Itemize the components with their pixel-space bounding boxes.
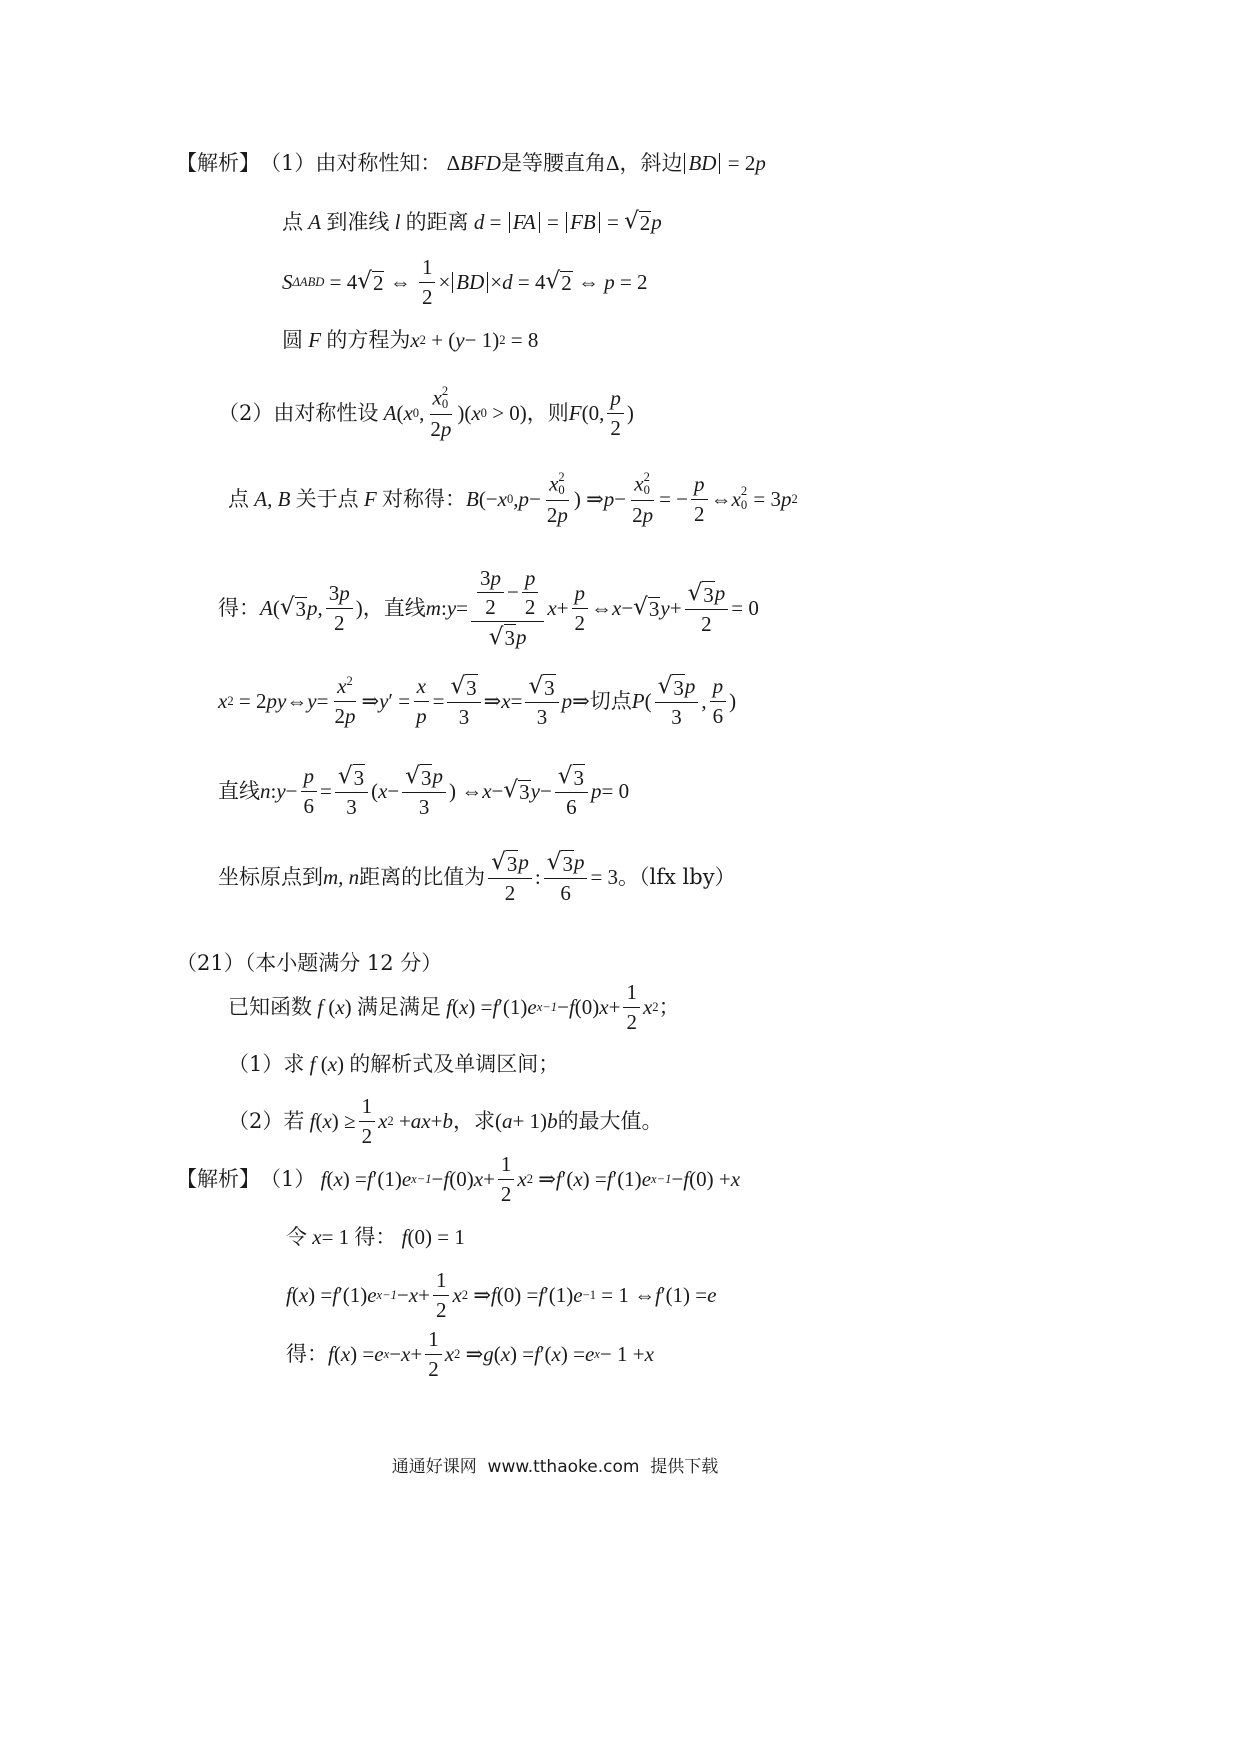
- sol1-line-6: 点 A, B 关于点 F 对称得： B (− x 0 , p − x 2 0 2p ) ⇒ p − x 2 0 2p = − $\frac{p}{2}$ ⇔ x 2 0 = 3 p 2: [228, 469, 798, 528]
- sol1-line-7: 得： A ( √ 3 p , $\frac{3p}{2}$ ) ，直线 m : y = $\frac{3p}{2}$ − $\frac{p}{2}$ √ 3 p x + $\frac{p}{2}$ ⇔ x − √ 3 y + √ 3 p 2 = 0: [218, 565, 759, 651]
- solution-label-2: 【解析】: [176, 1166, 260, 1191]
- sol1-l7-a: 得：: [218, 595, 260, 620]
- q21-part1: （1）求 f ( x ) 的解析式及单调区间；: [228, 1051, 560, 1076]
- sol2-l4-a: 得：: [286, 1341, 328, 1366]
- q21-p2-c: 的最大值。: [557, 1108, 663, 1133]
- q21-p2-b: ，求: [452, 1108, 495, 1133]
- tangent-point-text: 切点: [589, 688, 632, 713]
- sol1-l2-c: 的距离: [405, 209, 469, 234]
- sol1-l5-b: ，则: [526, 400, 569, 425]
- footer-text: 通通好课网 www.tthaoke.com 提供下载: [391, 1456, 719, 1477]
- sol1-line-9: 直线 n : y − $\frac{p}{6}$ = √ 3 3 ( x − √ 3 p 3 ) ⇔ x − √ 3 y − √ 3 6 p = 0: [218, 763, 630, 819]
- sol1-l10-b: 距离的比值为: [359, 864, 486, 889]
- sol1-l6-c: 对称得：: [381, 486, 466, 511]
- q21-p2-a: （2）若: [228, 1108, 305, 1133]
- sol2-part: （1）: [260, 1166, 316, 1191]
- sol1-intro-text: （1）由对称性知：: [260, 150, 442, 175]
- sol1-line-1: 【解析】 （1）由对称性知： Δ BFD 是等腰直角 Δ ，斜边 BD = 2 p: [176, 150, 766, 175]
- sol2-line-2: 令 x = 1 得： f (0) = 1: [286, 1224, 465, 1249]
- q21-stmt-b: 满足满足: [356, 994, 441, 1019]
- sol1-l2-b: 到准线: [326, 209, 390, 234]
- sol1-l4-a: 圆: [282, 327, 303, 352]
- sol1-l10-a: 坐标原点到: [218, 864, 323, 889]
- sol2-l2-a: 令: [286, 1224, 307, 1249]
- sol1-l10-end: 。（lfx lby）: [618, 864, 736, 889]
- sol1-line-5: （2）由对称性设 A ( x 0 , x 2 0 2p )( x 0 > 0) ，则 F (0, $\frac{p}{2}$ ): [218, 383, 634, 442]
- q21-p1-b: 的解析式及单调区间；: [349, 1051, 560, 1076]
- q21-part2: （2）若 f ( x ) ≥ $\frac{1}{2}$ x 2 + ax + b ，求 ( a + 1) b 的最大值。: [228, 1094, 663, 1148]
- sol1-line-4: 圆 F 的方程为 x 2 + ( y − 1) 2 = 8: [282, 327, 539, 352]
- sol1-l6-b: 关于点: [295, 486, 359, 511]
- q21-stmt-end: ；: [658, 994, 680, 1019]
- sol2-l2-b: 得：: [354, 1224, 397, 1249]
- q21-statement: 已知函数 f ( x ) 满足满足 f ( x ) = f ′(1) e x−1 − f (0) x + $\frac{1}{2}$ x 2 ；: [228, 980, 680, 1034]
- sol1-l4-b: 的方程为: [326, 327, 411, 352]
- sol1-line-3: S ΔABD = 4 √ 2 ⇔ $\frac{1}{2}$ × BD × d = 4 √ 2 ⇔ p = 2: [282, 255, 648, 309]
- sol1-l2-a: 点: [282, 209, 303, 234]
- sol2-line-1: 【解析】 （1） f ( x ) = f ′(1) e x−1 − f (0) x + $\frac{1}{2}$ x 2 ⇒ f ′( x ) = f ′(1) e x−1 − f (0) + x: [176, 1152, 741, 1206]
- q21-stmt-a: 已知函数: [228, 994, 312, 1019]
- sol1-line-8: x 2 = 2 py ⇔ y = $\frac{x^2}{2p}$ ⇒ y ′ = $\frac{x}{p}$ = √ 3 3 ⇒ x = √ 3 3 p ⇒ 切点 P ( √ 3 p 3 , $\frac{p}{6}$ ): [218, 673, 737, 729]
- sol1-line-10: 坐标原点到 m, n 距离的比值为 √ 3 p 2 : √ 3 p 6 = 3 。（lfx lby）: [218, 849, 736, 905]
- sol2-line-4: 得： f ( x ) = e x − x + $\frac{1}{2}$ x 2 ⇒ g ( x ) = f ′( x ) = e x − 1 + x: [286, 1327, 654, 1381]
- sol1-hyp-text: ，斜边: [619, 150, 683, 175]
- solution-label: 【解析】: [176, 150, 260, 175]
- q21-heading-text: （21）（本小题满分 12 分）: [176, 950, 443, 975]
- sol2-line-3: f ( x ) = f ′(1) e x−1 − x + $\frac{1}{2}$ x 2 ⇒ f (0) = f ′(1) e −1 = 1 ⇔ f ′(1) = e: [286, 1268, 717, 1322]
- sol1-l7-b: ，直线: [362, 595, 426, 620]
- footer: [0, 1455, 1110, 1479]
- q21-p1-a: （1）求: [228, 1051, 305, 1076]
- sol1-mid-text: 是等腰直角: [500, 150, 606, 175]
- q21-heading: [176, 950, 442, 976]
- sol1-l9-a: 直线: [218, 778, 260, 803]
- sol1-l6-a: 点: [228, 486, 249, 511]
- sol1-l5-a: （2）由对称性设: [218, 400, 379, 425]
- sol1-line-2: 点 A 到准线 l 的距离 d = FA = FB = √ 2 p: [282, 208, 662, 235]
